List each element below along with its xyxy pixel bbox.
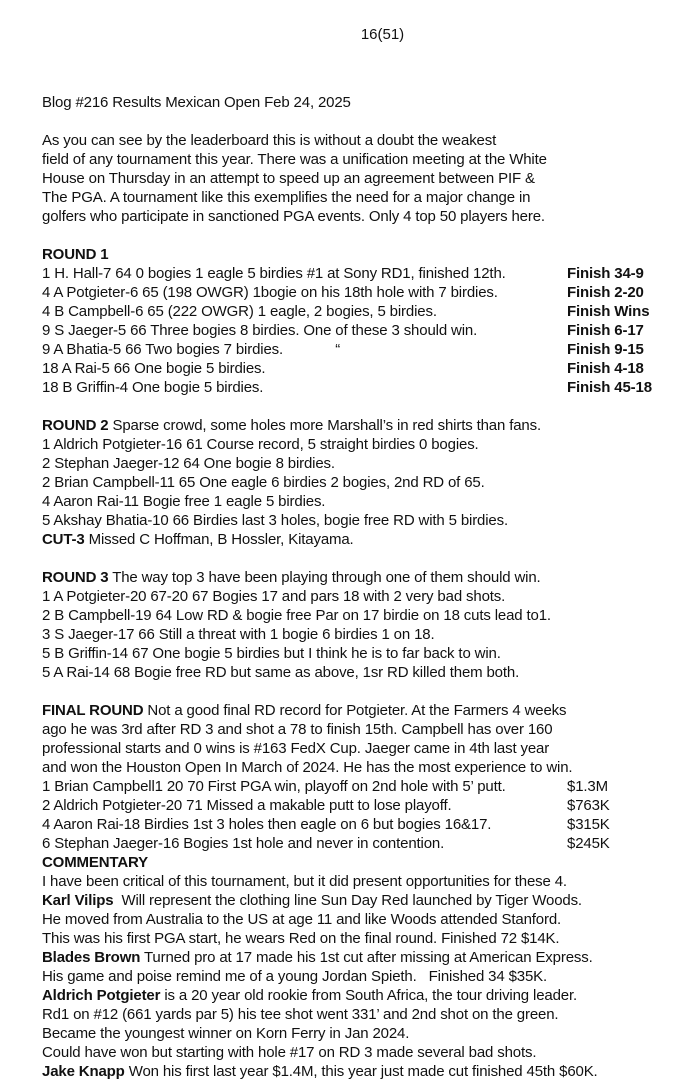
final-result-row <box>42 815 672 834</box>
final-round-heading-text: Not a good final RD record for Potgieter. At the Farmers 4 weeks <box>143 702 567 719</box>
page-number: 16(51) <box>360 26 405 43</box>
player-note-text: Turned pro at 17 made his 1st cut after missing at American Express. <box>140 949 593 966</box>
final-result-row <box>42 834 672 853</box>
player-note <box>42 986 672 1005</box>
player-note-line: Became the youngest winner on Korn Ferry in Jan 2024. <box>42 1025 410 1042</box>
final-round-line: professional starts and 0 wins is #163 FedX Cup. Jaeger came in 4th last year <box>42 740 550 757</box>
round1-heading: ROUND 1 <box>42 246 109 263</box>
round1-row-finish: Finish 6-17 <box>567 322 644 339</box>
final-result-text: 4 Aaron Rai-18 Birdies 1st 3 holes then eagle on 6 but bogies 16&17. <box>42 816 492 833</box>
intro-line: As you can see by the leaderboard this is without a doubt the weakest <box>42 132 497 149</box>
player-note-text: Won his first last year $1.4M, this year just made cut finished 45th $60K. <box>124 1063 598 1080</box>
final-result-text: 6 Stephan Jaeger-16 Bogies 1st hole and never in contention. <box>42 835 445 852</box>
intro-line: House on Thursday in an attempt to speed up an agreement between PIF & <box>42 170 535 187</box>
round1-row <box>42 302 672 321</box>
round3-line: 5 A Rai-14 68 Bogie free RD but same as above, 1sr RD killed them both. <box>42 664 520 681</box>
cut-label: CUT-3 <box>42 531 85 548</box>
round2-heading-text: Sparse crowd, some holes more Marshall’s in red shirts than fans. <box>108 417 541 434</box>
final-round-line: and won the Houston Open In March of 2024. He has the most experience to win. <box>42 759 573 776</box>
intro-line: The PGA. A tournament like this exemplifies the need for a major change in <box>42 189 531 206</box>
player-name: Jake Knapp <box>42 1063 125 1080</box>
round1-row-finish: Finish 4-18 <box>567 360 644 377</box>
final-result-text: 1 Brian Campbell1 20 70 First PGA win, playoff on 2nd hole with 5’ putt. <box>42 778 506 795</box>
player-note <box>42 948 672 967</box>
blog-content <box>42 93 672 1081</box>
round3-line: 3 S Jaeger-17 66 Still a threat with 1 bogie 6 birdies 1 on 18. <box>42 626 435 643</box>
round3-line: 2 B Campbell-19 64 Low RD & bogie free Par on 17 birdie on 18 cuts lead to1. <box>42 607 551 624</box>
cut-text: Missed C Hoffman, B Hossler, Kitayama. <box>84 531 354 548</box>
round1-row-text: 18 B Griffin-4 One bogie 5 birdies. <box>42 379 264 396</box>
round1-row-text: 9 A Bhatia-5 66 Two bogies 7 birdies. “ <box>42 341 341 358</box>
commentary-intro: I have been critical of this tournament, but it did present opportunities for these 4. <box>42 873 567 890</box>
round3-heading-line <box>42 568 672 587</box>
round1-row-finish: Finish 2-20 <box>567 284 644 301</box>
round1-row-finish: Finish Wins <box>567 303 650 320</box>
final-round-section <box>42 701 672 853</box>
final-round-line: ago he was 3rd after RD 3 and shot a 78 to finish 15th. Campbell has over 160 <box>42 721 553 738</box>
round2-line: 4 Aaron Rai-11 Bogie free 1 eagle 5 birdies. <box>42 493 326 510</box>
player-note-line: This was his first PGA start, he wears Red on the final round. Finished 72 $14K. <box>42 930 560 947</box>
round2-line: 2 Stephan Jaeger-12 64 One bogie 8 birdies. <box>42 455 335 472</box>
round1-row-finish: Finish 34-9 <box>567 265 644 282</box>
round1-row-text: 4 A Potgieter-6 65 (198 OWGR) 1bogie on his 18th hole with 7 birdies. <box>42 284 498 301</box>
player-note-line: Rd1 on #12 (661 yards par 5) his tee shot went 331’ and 2nd shot on the green. <box>42 1006 559 1023</box>
round1-row <box>42 340 672 359</box>
intro-line: golfers who participate in sanctioned PGA events. Only 4 top 50 players here. <box>42 208 545 225</box>
final-result-prize: $315K <box>567 816 610 833</box>
round3-line: 1 A Potgieter-20 67-20 67 Bogies 17 and pars 18 with 2 very bad shots. <box>42 588 506 605</box>
round1-row <box>42 264 672 283</box>
round1-row-text: 9 S Jaeger-5 66 Three bogies 8 birdies. One of these 3 should win. <box>42 322 478 339</box>
player-note-line: He moved from Australia to the US at age 11 and like Woods attended Stanford. <box>42 911 562 928</box>
round1-row-text: 1 H. Hall-7 64 0 bogies 1 eagle 5 birdies #1 at Sony RD1, finished 12th. <box>42 265 506 282</box>
commentary-heading: COMMENTARY <box>42 854 148 871</box>
final-result-text: 2 Aldrich Potgieter-20 71 Missed a makable putt to lose playoff. <box>42 797 452 814</box>
final-round-heading-line <box>42 701 672 720</box>
player-name: Blades Brown <box>42 949 141 966</box>
round1-row <box>42 321 672 340</box>
player-note <box>42 891 672 910</box>
final-round-heading: FINAL ROUND <box>42 702 144 719</box>
cut-line <box>42 530 672 549</box>
round2-line: 5 Akshay Bhatia-10 66 Birdies last 3 holes, bogie free RD with 5 birdies. <box>42 512 508 529</box>
player-note-line: Could have won but starting with hole #17 on RD 3 made several bad shots. <box>42 1044 537 1061</box>
player-name: Aldrich Potgieter <box>42 987 161 1004</box>
player-name: Karl Vilips <box>42 892 114 909</box>
round3-line: 5 B Griffin-14 67 One bogie 5 birdies but I think he is to far back to win. <box>42 645 501 662</box>
intro-line: field of any tournament this year. There was a unification meeting at the White <box>42 151 547 168</box>
final-result-prize: $1.3M <box>567 778 608 795</box>
final-result-prize: $245K <box>567 835 610 852</box>
player-note-text: is a 20 year old rookie from South Africa, the tour driving leader. <box>160 987 578 1004</box>
round1-row-text: 18 A Rai-5 66 One bogie 5 birdies. <box>42 360 266 377</box>
round3-heading: ROUND 3 <box>42 569 109 586</box>
round1-row <box>42 359 672 378</box>
round2-heading-line <box>42 416 672 435</box>
round2-line: 1 Aldrich Potgieter-16 61 Course record, 5 straight birdies 0 bogies. <box>42 436 479 453</box>
round1-row <box>42 283 672 302</box>
final-result-row <box>42 796 672 815</box>
player-note-line: His game and poise remind me of a young Jordan Spieth. Finished 34 $35K. <box>42 968 548 985</box>
round3-heading-text: The way top 3 have been playing through one of them should win. <box>108 569 541 586</box>
player-note <box>42 1062 672 1081</box>
blog-title: Blog #216 Results Mexican Open Feb 24, 2025 <box>42 94 351 111</box>
round1-section <box>42 245 672 397</box>
final-result-row <box>42 777 672 796</box>
round2-line: 2 Brian Campbell-11 65 One eagle 6 birdies 2 bogies, 2nd RD of 65. <box>42 474 485 491</box>
commentary-section <box>42 853 672 1081</box>
round1-row-finish: Finish 45-18 <box>567 379 652 396</box>
intro-paragraph <box>42 131 672 226</box>
player-note-text: Will represent the clothing line Sun Day Red launched by Tiger Woods. <box>113 892 582 909</box>
round3-section <box>42 568 672 682</box>
round1-row-text: 4 B Campbell-6 65 (222 OWGR) 1 eagle, 2 bogies, 5 birdies. <box>42 303 437 320</box>
round1-row-finish: Finish 9-15 <box>567 341 644 358</box>
round2-heading: ROUND 2 <box>42 417 109 434</box>
round2-section <box>42 416 672 549</box>
final-result-prize: $763K <box>567 797 610 814</box>
round1-row <box>42 378 672 397</box>
